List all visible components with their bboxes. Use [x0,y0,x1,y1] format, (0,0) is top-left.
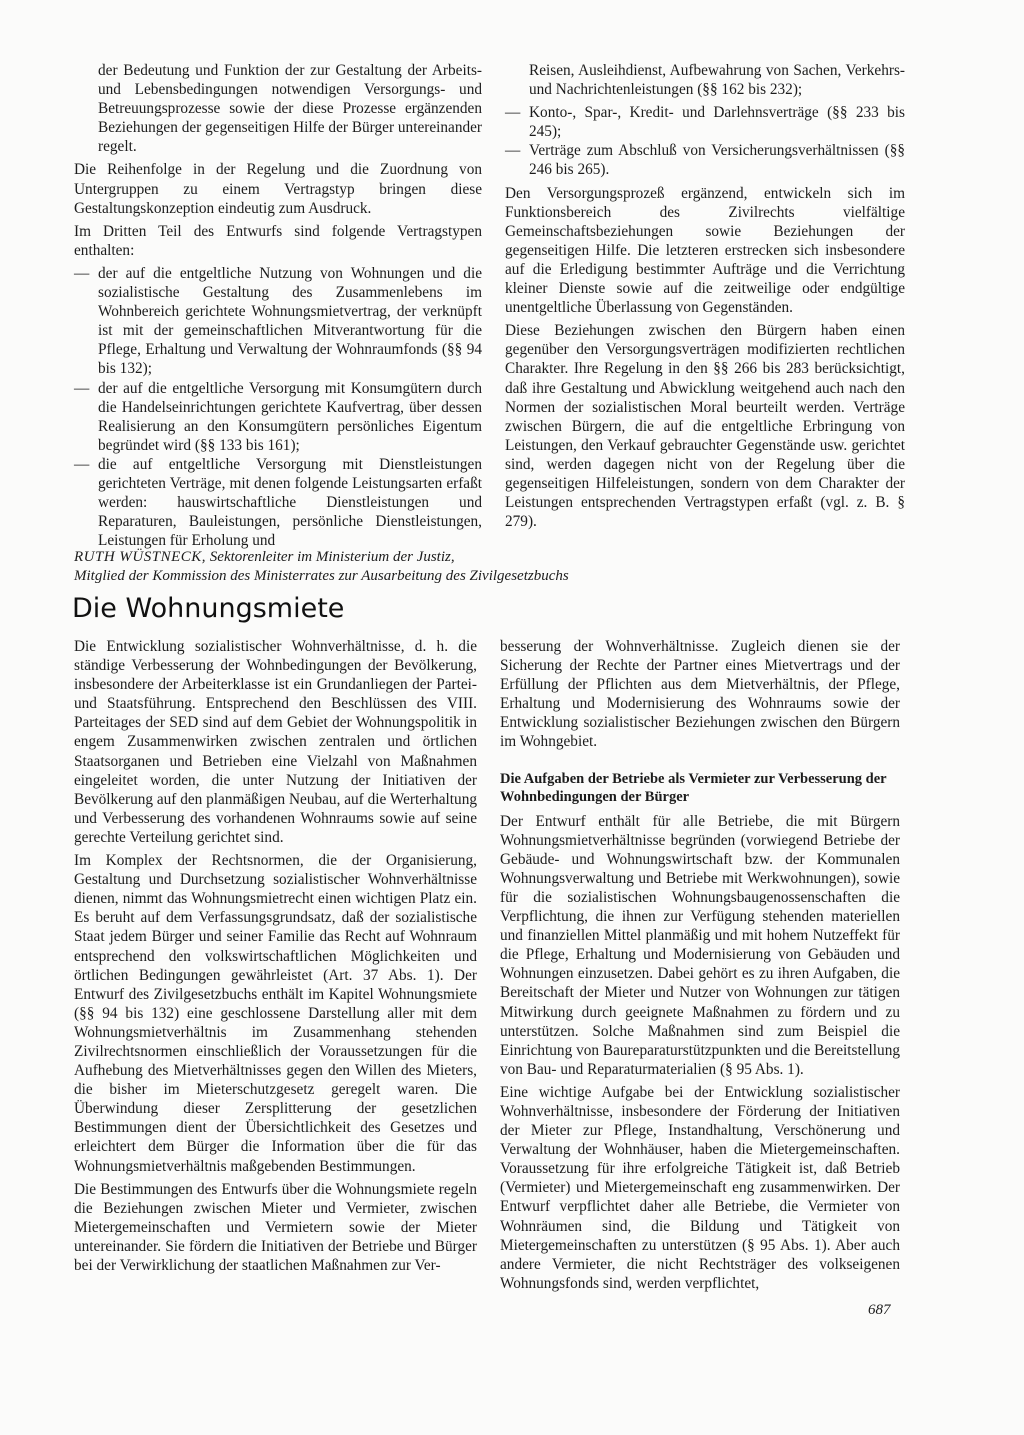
paragraph: Diese Beziehungen zwischen den Bürgern haben einen gegenüber den Versorgungsverträgen modifizierten rechtlichen Charakter. Ihre Regelung in den §§ 266 bis 283 berücksichtigt, daß ihre Gestaltung und Abwicklung weitgehend auch nach den Normen der sozialistischen Moral beurteilt werden. Verträge zwischen Bürgern, die auf die entgeltliche Erbringung von Leistungen, den Verkauf gebrauchter Gegenstände usw. gerichtet sind, werden dagegen nicht von der Regelung über die gegenseitigen Hilfeleistungen, sondern von dem Charakter der Leistungen entsprechenden Vertragstypen erfaßt (vgl. z. B. § 279). [505,322,905,531]
paragraph: Im Dritten Teil des Entwurfs sind folgende Vertragstypen enthalten: [74,222,482,259]
top-left-column [74,61,482,554]
list-item: — der auf die entgeltliche Nutzung von Wohnungen und die sozialistische Gestaltung des Zusammenlebens im Wohnbereich gerichtete Wohnungsmietvertrag, der verknüpft ist mit der gemeinschaftlichen Mitverantwortung für die Pflege, Erhaltung und Verwaltung der Wohnraumfonds (§§ 94 bis 132); [74,264,482,379]
paragraph: Die Bestimmungen des Entwurfs über die Wohnungsmiete regeln die Beziehungen zwischen Mieter und Vermieter, zwischen Mietergemeinschaften und Vermietern sowie der Mieter untereinander. Sie fördern die Initiativen der Betriebe und Bürger bei der Verwirklichung der staatlichen Maßnahmen zur Ver- [74,1180,477,1274]
article-right-column [500,637,900,1297]
article-title: Die Wohnungsmiete [72,593,345,624]
intro-continuation: der Bedeutung und Funktion der zur Gestaltung der Arbeits- und Lebensbedingungen notwendigen Versorgungs- und Betreuungsprozesse sowie der diese Prozesse ergänzenden Beziehungen der gegenseitigen Hilfe der Bürger untereinander regelt. [98,62,482,156]
author-name: RUTH WÜSTNECK, [74,549,207,565]
top-right-column [505,61,905,535]
list-item: — der auf die entgeltliche Versorgung mit Konsumgütern durch die Handelseinrichtungen gerichtete Kaufvertrag, über dessen Realisierung an den Konsumgütern persönliches Eigentum begründet wird (§§ 133 bis 161); [74,379,482,455]
article-left-column [74,637,477,1279]
author-line-2: Mitglied der Kommission des Ministerrates zur Ausarbeitung des Zivilgesetzbuchs [74,568,569,584]
paragraph-continuation: besserung der Wohnverhältnisse. Zugleich dienen sie der Sicherung der Rechte der Partner eines Mietvertrags und der Erfüllung der Pflichten aus dem Mietverhältnis, der Pflege, Erhaltung und Modernisierung des Wohnraums sowie der Entwicklung sozialistischer Beziehungen zwischen den Bürgern im Wohngebiet. [500,638,900,751]
list-item: — die auf entgeltliche Versorgung mit Dienstleistungen gerichteten Verträge, mit denen folgende Leistungsarten erfaßt werden: hauswirtschaftliche Dienstleistungen und Reparaturen, Bauleistungen, persönliche Dienstleistungen, Leistungen für Erholung und [74,455,482,550]
paragraph: Die Reihenfolge in der Regelung und die Zuordnung von Untergruppen zu einem Vertragstyp bringen diese Gestaltungskonzeption eindeutig zum Ausdruck. [74,161,482,217]
paragraph: Die Entwicklung sozialistischer Wohnverhältnisse, d. h. die ständige Verbesserung der Wohnbedingungen der Bevölkerung, insbesondere der Arbeiterklasse ist ein Grundanliegen der Partei- und Staatsführung. Entsprechend den Beschlüssen des VIII. Parteitages der SED sind auf dem Gebiet der Wohnungspolitik in engem Zusammenwirken zwischen zentralen und örtlichen Staatsorganen und Betrieben eine Vielzahl von Maßnahmen eingeleitet worden, die unter Nutzung der Initiativen der Bevölkerung auf den planmäßigen Neubau, auf die Werterhaltung und Verbesserung des vorhandenen Wohnraums sowie auf seine gerechte Verteilung gerichtet sind. [74,638,477,846]
list-item: — Verträge zum Abschluß von Versicherungsverhältnissen (§§ 246 bis 265). [505,141,905,179]
list-item: — Konto-, Spar-, Kredit- und Darlehnsverträge (§§ 233 bis 245); [505,103,905,141]
author-role: Sektorenleiter im Ministerium der Justiz, [206,549,455,565]
contract-type-list [74,264,482,550]
contract-type-list-continued [505,103,905,179]
author-byline [74,548,904,586]
page-number: 687 [868,1302,891,1318]
author-line-1 [74,548,904,567]
section-subheading: Die Aufgaben der Betriebe als Vermieter zur Verbesserung der Wohnbedingungen der Bürger [500,770,887,805]
paragraph: Im Komplex der Rechtsnormen, die der Organisierung, Gestaltung und Durchsetzung sozialistischer Wohnverhältnisse dienen, nimmt das Wohnungsmietrecht einen wichtigen Platz ein. Es beruht auf dem Verfassungsgrundsatz, daß der sozialistische Staat jedem Bürger und seiner Familie das Recht auf Wohnraum entsprechend den volkswirtschaftlichen Möglichkeiten und örtlichen Bedingungen gewährleistet (Art. 37 Abs. 1). Der Entwurf des Zivilgesetzbuchs enthält im Kapitel Wohnungsmiete (§§ 94 bis 132) eine geschlossene Darstellung aller mit dem Wohnungsmietverhältnis im Zusammenhang stehenden Zivilrechtsnormen einschließlich der Voraussetzungen für die Aufhebung des Mietverhältnisses gegen den Willen des Mieters, die bisher im Mieterschutzgesetz geregelt waren. Die Überwindung dieser Zersplitterung der gesetzlichen Bestimmungen dient der Übersichtlichkeit des Gesetzes und erleichtert dem Bürger die Information über die für das Wohnungsmietverhältnis maßgebenden Bestimmungen. [74,852,477,1175]
paragraph: Der Entwurf enthält für alle Betriebe, die mit Bürgern Wohnungsmietverhältnisse begründen (vorwiegend Betriebe der Gebäude- und Wohnungswirtschaft bzw. der Kommunalen Wohnungsverwaltung und Betriebe mit Werkwohnungen), sowie für die sozialistischen Wohnungsbaugenossenschaften die Verpflichtung, die ihnen zur Verfügung stehenden materiellen und finanziellen Mittel planmäßig und mit hohem Nutzeffekt für die Pflege, Erhaltung und Modernisierung von Gebäuden und Wohnungen einzusetzen. Dabei gehört es zu ihren Aufgaben, die Bereitschaft der Mieter und Nutzer von Wohnungen zur tätigen Mitwirkung durch geeignete Maßnahmen zu fördern und zu unterstützen. Solche Maßnahmen sind zum Beispiel die Einrichtung von Baureparaturstützpunkten und die Bereitstellung von Bau- und Reparaturmaterialien (§ 95 Abs. 1). [500,812,900,1078]
paragraph: Den Versorgungsprozeß ergänzend, entwickeln sich im Funktionsbereich des Zivilrechts vielfältige Gemeinschaftsbeziehungen sowie Beziehungen der gegenseitigen Hilfe. Die letzteren erstrecken sich insbesondere auf die Erledigung bestimmter Aufträge und die Verrichtung kleiner Dienste sowie auf die zeitweilige oder endgültige unentgeltliche Überlassung von Gegenständen. [505,184,905,317]
paragraph: Eine wichtige Aufgabe bei der Entwicklung sozialistischer Wohnverhältnisse, insbesondere der Förderung der Initiativen der Mieter zur Pflege, Instandhaltung, Verschönerung und Verwaltung der Wohnhäuser, haben die Mietergemeinschaften. Voraussetzung für ihre erfolgreiche Tätigkeit ist, daß Betrieb (Vermieter) und Mietergemeinschaft eng zusammenwirken. Der Entwurf verpflichtet daher alle Betriebe, die Vermieter von Wohnräumen sind, die Bildung und Tätigkeit von Mietergemeinschaften zu unterstützen (§ 95 Abs. 1). Aber auch andere Vermieter, die nicht Rechtsträger des volkseigenen Wohnungsfonds sind, werden verpflichtet, [500,1083,900,1292]
list-continuation: Reisen, Ausleihdienst, Aufbewahrung von Sachen, Verkehrs- und Nachrichtenleistungen (§§ 162 bis 232); [529,62,905,99]
